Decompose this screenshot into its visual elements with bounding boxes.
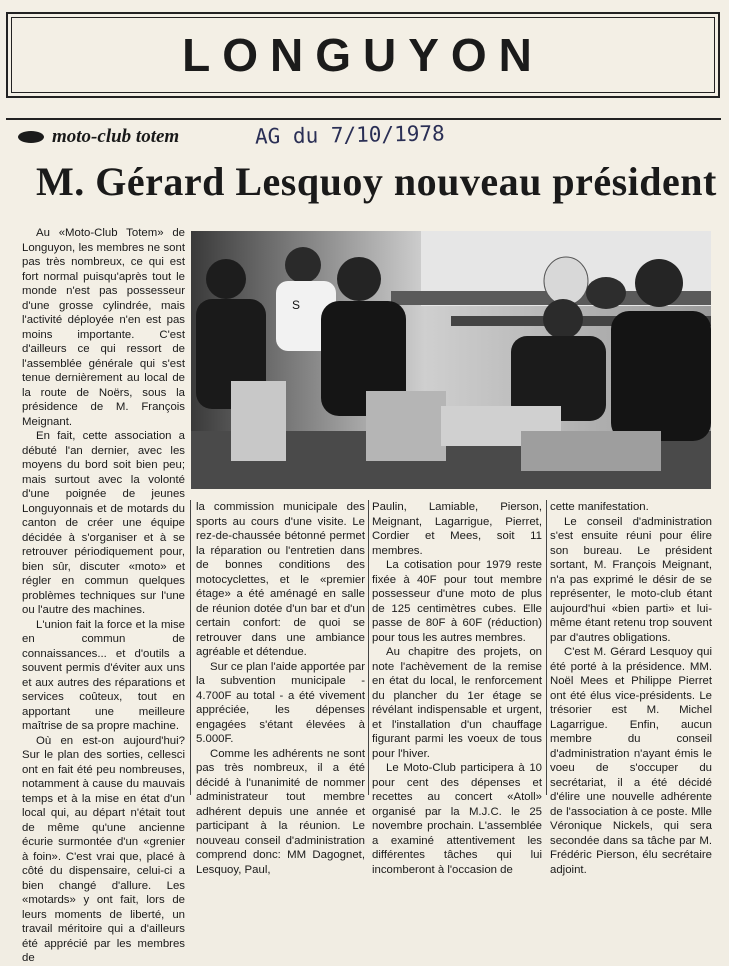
rubric — [18, 126, 179, 148]
column-divider — [190, 500, 191, 795]
handwritten-note: AG du 7/10/1978 — [254, 121, 445, 149]
article-column-3 — [372, 500, 542, 877]
paragraph: Le conseil d'administration s'est ensuite réuni pour élire son bureau. Le président sortant, M. François Meignant, n'a pas exprimé le désir de se représenter, le moto-club étant aujourd'hui «bien parti» et lui-même étant retenu trop souvent par d'autres obligations. — [550, 515, 712, 644]
svg-text:S: S — [292, 298, 301, 312]
group-photo — [191, 231, 711, 489]
paragraph: Paulin, Lamiable, Pierson, Meignant, Lagarrigue, Pierret, Cordier et Mees, soit 11 membres. — [372, 501, 542, 557]
paragraph: Où en est-on aujourd'hui? Sur le plan des sorties, cellesci ont en fait été peu nombreuses, notamment à cause du mauvais temps et à la mise en état d'un local qui, au départ n'était tout de même qu'une ancienne écurie surmontée d'un «grenier à foin». C'est vrai que, placé à côté du dispensaire, celui-ci a bien changé d'allure. Les «motards» y ont fait, lors de leurs moments de liberté, un travail méritoire qui a d'ailleurs été apprécié par les membres de — [22, 734, 185, 964]
top-rule — [6, 118, 721, 120]
article-column-1 — [22, 226, 185, 966]
photo-scene-icon — [191, 231, 711, 489]
paragraph: Sur ce plan l'aide apportée par la subvention municipale - 4.700F au total - a été vivement appréciée, les dépenses engagées s'étant élevées à 5.000F. — [196, 660, 365, 745]
rubric-bullet-icon — [18, 131, 44, 143]
paragraph: Le Moto-Club participera à 10 pour cent des dépenses et recettes au concert «Atoll» organisé par la M.J.C. le 25 novembre prochain. L'assemblée a examiné attentivement les différentes tâches qui lui incomberont à l'occasion de — [372, 762, 542, 876]
masthead-frame — [11, 17, 715, 93]
paragraph: C'est M. Gérard Lesquoy qui été porté à la présidence. MM. Noël Mees et Philippe Pierret ont été élus vice-présidents. Le trésorier est M. Michel Lagarrigue. Enfin, aucun membre du conseil d'administration n'ayant émis le voeu de s'occuper du secrétariat, il a été décidé d'élire une nouvelle adhérente de l'association à ce poste. Mlle Véronique Nickels, qui sera secondée dans sa tâche par M. Frédéric Pierson, élu secrétaire adjoint. — [550, 646, 712, 876]
paragraph: la commission municipale des sports au cours d'une visite. Le rez-de-chaussée bétonné permet la réparation ou l'entretien dans de bonnes conditions des motocyclettes, et le «premier étage» a été aménagé en salle de réunion dotée d'un bar et d'un certain confort: de quoi se retrouver dans une ambiance agréable et détendue. — [196, 501, 365, 658]
paragraph: La cotisation pour 1979 reste fixée à 40F pour tout membre possesseur d'une moto de plus de 125 centimètres cubes. Elle passe de 80F à 60F (réduction) pour tous les autres membres. — [372, 559, 542, 644]
masthead-title: LONGUYON — [182, 29, 544, 81]
headline: M. Gérard Lesquoy nouveau président — [36, 159, 717, 204]
paragraph: Au chapitre des projets, on note l'achèvement de la remise en état du local, le renforcement du plancher du 1er étage se révélant indispensable et urgent, et l'installation d'un chauffage figurant parmi les voeux de tous pour l'hiver. — [372, 646, 542, 760]
column-divider — [546, 500, 547, 795]
article-column-4 — [550, 500, 712, 877]
article-column-2 — [196, 500, 365, 877]
paragraph: L'union fait la force et la mise en commun de connaissances... et d'outils a souvent permis d'éviter aux uns et aux autres des réparations et services coûteux, tout en apportant une meilleure maîtrise de sa propre machine. — [22, 618, 185, 732]
paragraph: Comme les adhérents ne sont pas très nombreux, il a été décidé à l'unanimité de nommer administrateur tout membre adhérent depuis une année et participant à la réunion. Le nouveau conseil d'administration comprend donc: MM Dagognet, Lesquoy, Paul, — [196, 747, 365, 876]
column-divider — [368, 500, 369, 795]
paragraph: Au «Moto-Club Totem» de Longuyon, les membres ne sont pas très nombreux, ce qui est fort normal puisqu'après tout le monde n'est pas possesseur d'une grosse cylindrée, mais l'activité déployée n'en est pas moins importante. C'est d'ailleurs ce qui ressort de l'assemblée générale qui s'est tenue dernièrement au local de la route de Noërs, sous la présidence de M. François Meignant. — [22, 227, 185, 428]
paragraph: En fait, cette association a débuté l'an dernier, avec les moyens du bord soit bien peu; mais surtout avec la volonté d'une poignée de jeunes Longuyonnais et de motards du canton de créer une équipe décidée à s'organiser et à se retrouver périodiquement pour, bien sûr, discuter «moto» et régler en commun quelques problèmes techniques sur l'une ou l'autre des machines. — [22, 430, 185, 616]
rubric-label: moto-club totem — [52, 126, 180, 147]
masthead-box — [6, 12, 720, 98]
paragraph: cette manifestation. — [550, 501, 649, 513]
